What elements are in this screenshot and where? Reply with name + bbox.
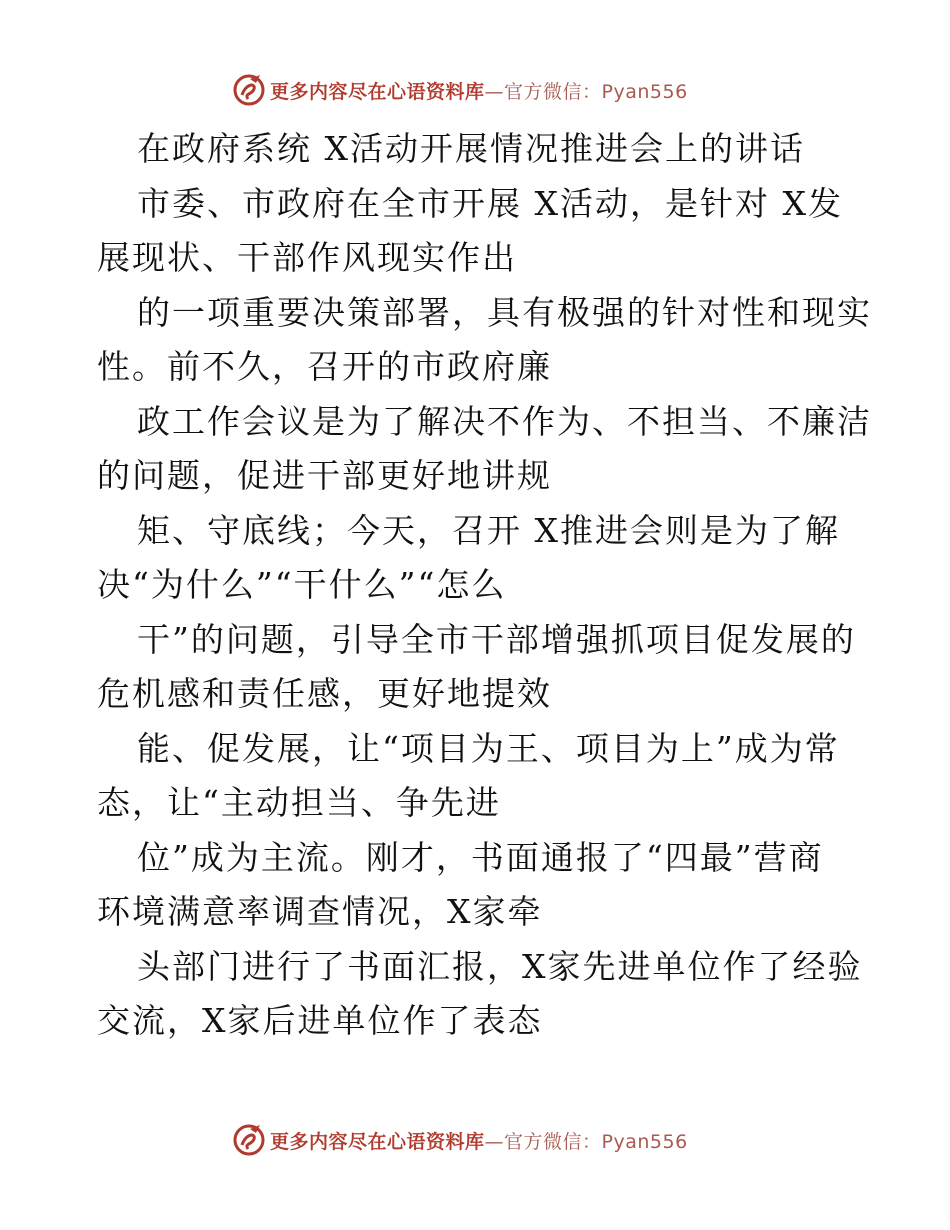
document-body <box>97 122 872 1049</box>
paragraph-line: 头部门进行了书面汇报，X家先进单位作了经验 <box>137 946 863 986</box>
footer-banner <box>232 1120 688 1160</box>
paragraph-line: 市委、市政府在全市开展 X活动，是针对 X发 <box>137 183 843 223</box>
paragraph-line: 的问题，促进干部更好地讲规 <box>97 456 552 495</box>
paragraph-line: 性。前不久，召开的市政府廉 <box>97 347 552 386</box>
header-banner <box>232 70 688 110</box>
footer-brand: 更多内容尽在心语资料库 <box>270 1130 485 1153</box>
paragraph-line: 政工作会议是为了解决不作为、不担当、不廉洁 <box>137 401 872 441</box>
paragraph-line: 干”的问题，引导全市干部增强抓项目促发展的 <box>137 619 856 659</box>
paragraph-line: 位”成为主流。刚才，书面通报了“四最”营商 <box>137 837 824 877</box>
paragraph-line: 交流，X家后进单位作了表态 <box>97 1001 543 1040</box>
header-brand: 更多内容尽在心语资料库 <box>270 80 485 103</box>
footer-contact: —官方微信：Pyan556 <box>484 1130 688 1153</box>
paragraph-line: 决“为什么”“干什么”“怎么 <box>97 565 507 604</box>
paragraph-line: 环境满意率调查情况，X家牵 <box>97 892 543 931</box>
paragraph-line: 矩、守底线；今天，召开 X推进会则是为了解 <box>137 510 840 550</box>
brush-s-logo-icon <box>232 73 266 107</box>
header-text <box>270 77 688 104</box>
paragraph-line: 展现状、干部作风现实作出 <box>97 238 517 277</box>
paragraph-line: 能、促发展，让“项目为王、项目为上”成为常 <box>137 728 840 768</box>
paragraph-line: 的一项重要决策部署，具有极强的针对性和现实 <box>137 292 872 332</box>
brush-s-logo-icon <box>232 1123 266 1157</box>
paragraph-line: 态，让“主动担当、争先进 <box>97 783 501 822</box>
footer-text <box>270 1127 688 1154</box>
paragraph-line: 危机感和责任感，更好地提效 <box>97 674 552 713</box>
document-title: 在政府系统 X活动开展情况推进会上的讲话 <box>137 129 805 168</box>
header-contact: —官方微信：Pyan556 <box>484 80 688 103</box>
